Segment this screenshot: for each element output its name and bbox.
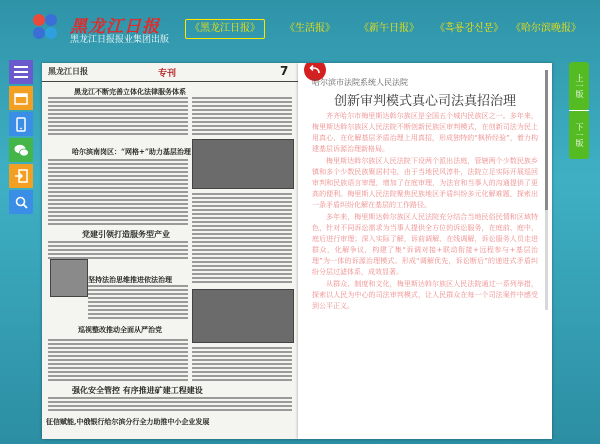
text-line	[48, 101, 188, 103]
article-body	[312, 111, 538, 313]
text-line	[48, 211, 188, 213]
text-line	[192, 221, 292, 223]
text-line	[88, 293, 188, 295]
text-line	[48, 109, 188, 111]
text-line	[192, 97, 292, 99]
news-photo[interactable]	[192, 139, 294, 189]
page-masthead	[42, 63, 298, 82]
headline[interactable]: 党建引领打造服务型产业	[82, 229, 170, 239]
logo[interactable]	[30, 10, 180, 46]
text-line	[48, 371, 188, 373]
news-photo[interactable]	[192, 289, 294, 343]
text-line	[48, 191, 188, 193]
news-photo[interactable]	[50, 259, 88, 297]
text-line	[48, 159, 188, 161]
text-line	[48, 249, 188, 251]
text-line	[192, 201, 292, 203]
text-line	[48, 167, 188, 169]
text-line	[48, 339, 188, 341]
article-kicker: 哈尔滨市法院系统人民法院	[312, 78, 408, 87]
text-line	[192, 371, 292, 373]
text-line	[48, 375, 188, 377]
text-line	[48, 241, 188, 243]
wechat-icon	[14, 144, 29, 157]
page-nav	[569, 62, 589, 159]
text-line	[192, 105, 292, 107]
top-bar	[0, 0, 600, 56]
menu-button[interactable]	[9, 60, 33, 84]
text-line	[192, 117, 292, 119]
text-line	[48, 379, 188, 381]
text-line	[192, 193, 292, 195]
text-line	[48, 105, 188, 107]
text-line	[192, 213, 292, 215]
next-page-button[interactable]	[569, 111, 589, 159]
text-line	[48, 163, 188, 165]
text-line	[192, 209, 292, 211]
text-line	[192, 249, 292, 251]
text-line	[88, 297, 188, 299]
text-line	[192, 265, 292, 267]
text-line	[48, 215, 188, 217]
text-line	[48, 245, 188, 247]
text-line	[192, 261, 292, 263]
text-line	[88, 305, 188, 307]
text-line	[48, 401, 292, 403]
text-line	[48, 367, 188, 369]
newspaper-nav	[185, 20, 595, 40]
text-line	[192, 351, 292, 353]
text-line	[48, 347, 188, 349]
sidebar	[9, 60, 33, 216]
text-line	[192, 281, 292, 283]
text-line	[48, 203, 188, 205]
calendar-button[interactable]	[9, 86, 33, 110]
prev-page-button[interactable]	[569, 62, 589, 110]
text-line	[192, 257, 292, 259]
text-line	[48, 121, 188, 123]
headline[interactable]: 坚持法治思维推进依法治理	[88, 275, 172, 284]
text-line	[192, 277, 292, 279]
login-icon	[14, 169, 28, 183]
masthead-name: 黑龙江日报	[48, 66, 88, 76]
mobile-icon	[16, 117, 26, 132]
text-line	[48, 351, 188, 353]
nav-harbin-evening[interactable]: 《哈尔滨晚报》	[511, 23, 581, 34]
text-line	[48, 171, 188, 173]
calendar-icon	[14, 92, 28, 105]
text-line	[88, 317, 188, 319]
text-line	[48, 343, 188, 345]
search-icon	[15, 196, 28, 209]
text-line	[48, 219, 188, 221]
text-line	[48, 199, 188, 201]
text-line	[192, 375, 292, 377]
text-line	[48, 175, 188, 177]
headline[interactable]: 强化安全管控 有序推进矿建工程建设	[72, 385, 203, 395]
nav-korean-daily[interactable]: 《흑룡강신문》	[435, 23, 504, 34]
headline[interactable]: 黑龙江不断完善立体化法律服务体系	[74, 87, 186, 96]
text-line	[192, 363, 292, 365]
text-line	[88, 313, 188, 315]
text-line	[48, 195, 188, 197]
text-line	[192, 229, 292, 231]
text-line	[48, 397, 292, 399]
text-line	[88, 309, 188, 311]
text-line	[192, 253, 292, 255]
text-line	[192, 241, 292, 243]
text-line	[88, 301, 188, 303]
text-line	[192, 273, 292, 275]
text-line	[48, 187, 188, 189]
text-line	[192, 355, 292, 357]
text-line	[192, 217, 292, 219]
text-line	[48, 363, 188, 365]
text-line	[48, 179, 188, 181]
text-line	[192, 197, 292, 199]
wechat-button[interactable]	[9, 138, 33, 162]
text-line	[192, 101, 292, 103]
text-line	[48, 409, 292, 411]
nav-life-daily[interactable]: 《生活报》	[285, 23, 335, 34]
text-line	[88, 285, 188, 287]
text-line	[48, 257, 188, 259]
text-line	[48, 117, 188, 119]
text-line	[192, 347, 292, 349]
next-page-label: 下一版	[575, 123, 584, 147]
nav-heilongjiang-daily[interactable]: 《黑龙江日报》	[185, 19, 265, 39]
text-line	[192, 113, 292, 115]
nav-xinwu-daily[interactable]: 《新午日报》	[359, 23, 419, 34]
text-line	[48, 223, 188, 225]
article-title: 创新审判模式真心司法真招治理	[333, 94, 516, 109]
text-line	[48, 253, 188, 255]
article-paragraph: 齐齐哈尔市梅里斯达斡尔族区是全国五个城内民族区之一。多年来，梅里斯达斡尔族区人民法院不断创新民族区审判模式，在创新司法为民上用真心，在化解基层矛盾治理上用真招，形成独特的“枫桥经验”，着力构建基层诉源治理新格局。	[312, 112, 538, 153]
text-line	[48, 133, 188, 135]
prev-page-label: 上一版	[575, 74, 584, 98]
search-button[interactable]	[9, 190, 33, 214]
text-line	[48, 113, 188, 115]
text-line	[48, 129, 188, 131]
text-line	[192, 245, 292, 247]
article-paragraph: 梅里斯达斡尔族区人民法院下设两个派出法庭，管辖两个少数民族乡镇和多个少数民族聚居村屯，由于当地民风淳朴，法院立足实际开展巡回审判和民族语言审理，增加了在庭审理，为法官和当事人的沟通提供了更高的便利。梅里斯人民法院聚焦民族地区矛盾纠纷多元化解难题，探索出一条矛盾纠纷化解在基层的工作路径。	[312, 157, 538, 209]
scrollbar-thumb[interactable]	[545, 70, 548, 210]
brand-title: 黑龙江日报	[70, 17, 160, 37]
text-line	[192, 205, 292, 207]
text-line	[192, 133, 292, 135]
article-paragraph: 从群众、制度和文化，梅里斯达斡尔族区人民法院通过一系列举措，探索以人民为中心的司法审判模式，让人民群众在每一个司法案件中感受到公平正义。	[312, 280, 538, 310]
text-line	[192, 379, 292, 381]
text-line	[48, 125, 188, 127]
headline[interactable]: 哈尔滨南岗区：“网格+”助力基层治理	[72, 147, 191, 156]
text-line	[48, 207, 188, 209]
text-line	[48, 355, 188, 357]
mobile-button[interactable]	[9, 112, 33, 136]
text-line	[48, 183, 188, 185]
text-line	[192, 109, 292, 111]
text-line	[192, 359, 292, 361]
page-number: 7	[280, 64, 289, 78]
back-arrow-icon	[309, 65, 321, 75]
text-line	[192, 121, 292, 123]
headline[interactable]: 征信赋能,中俄银行给尔滨分行全力助推中小企业发展	[46, 417, 210, 426]
text-line	[192, 269, 292, 271]
logo-icon	[30, 12, 60, 42]
text-line	[192, 367, 292, 369]
menu-icon	[14, 66, 28, 78]
newspaper-page[interactable]	[42, 63, 298, 439]
brand-subtitle: 黑龙江日报报业集团出版	[70, 35, 170, 45]
text-line	[48, 97, 188, 99]
article-panel	[298, 63, 552, 439]
text-line	[192, 233, 292, 235]
text-line	[88, 289, 188, 291]
text-line	[192, 129, 292, 131]
text-line	[48, 359, 188, 361]
section-name: 专刊	[158, 69, 177, 79]
article-paragraph: 多年来，梅里斯达斡尔族区人民法院充分结合当地民俗民情和区域特色，针对不同诉讼需求为当事人提供全方位的诉讼服务，在庭前、庭中、庭后进行审理；深入实际了解，诉前调解、在线调解，诉讼服务人员走进群众，化解争议，构建了集“诉调对接+联动衔接+远程参与+基层治理”为一体的诉源治理模式。形成“调解优先，诉讼断后”的递进式矛盾纠纷分层过滤体系，成效显著。	[312, 213, 538, 276]
text-line	[192, 237, 292, 239]
text-line	[48, 405, 292, 407]
text-line	[192, 125, 292, 127]
article-scrollbar[interactable]	[545, 70, 548, 310]
text-line	[192, 225, 292, 227]
login-button[interactable]	[9, 164, 33, 188]
headline[interactable]: 巡视整改推动全面从严治党	[78, 325, 162, 334]
